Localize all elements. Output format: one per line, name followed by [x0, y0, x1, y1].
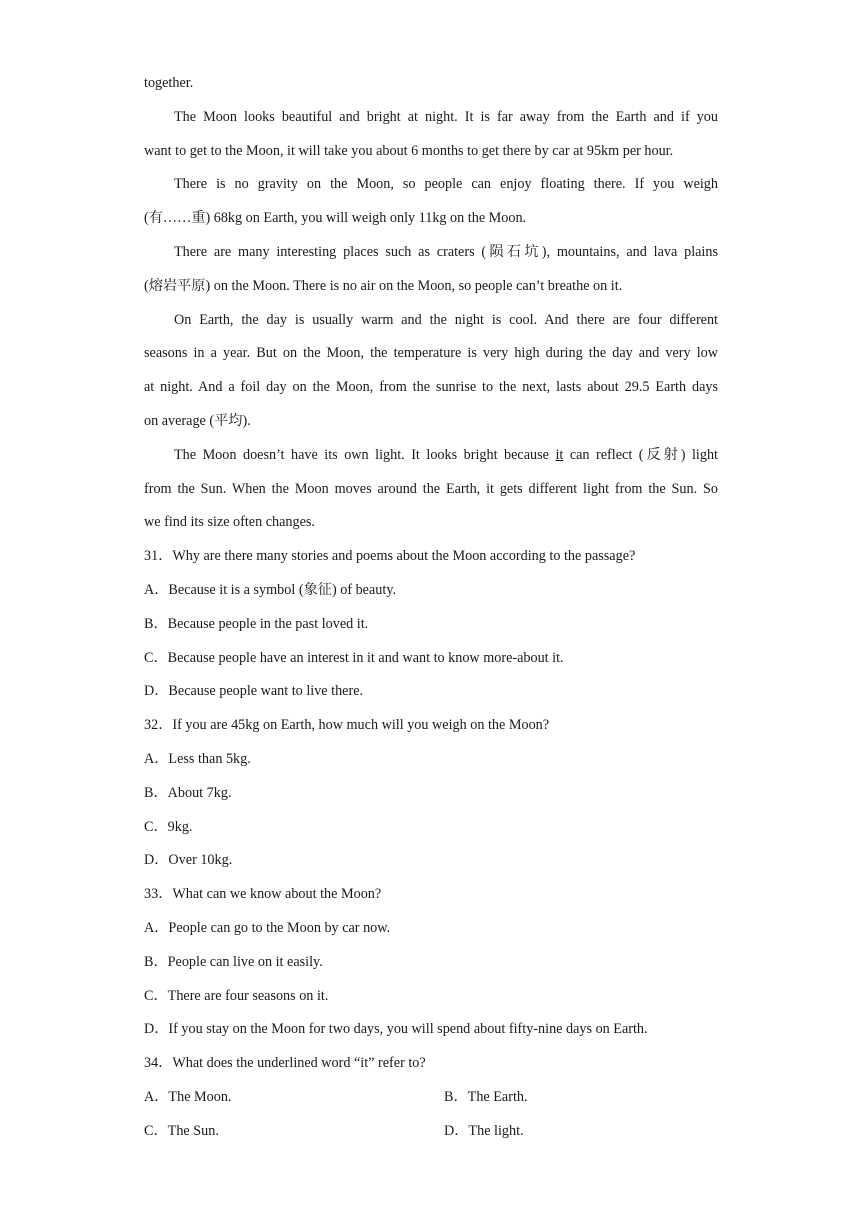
option-33-c[interactable]: C．There are four seasons on it.	[144, 988, 329, 1004]
passage-line: On Earth, the day is usually warm and the night is cool. And there are four different	[174, 312, 718, 328]
passage-line: together.	[144, 75, 194, 91]
option-34-a[interactable]: A．The Moon.	[144, 1089, 232, 1105]
passage-line: want to get to the Moon, it will take you about 6 months to get there by car at 95km per hour.	[144, 143, 674, 159]
question-stem-34: 34．What does the underlined word “it” refer to?	[144, 1055, 426, 1071]
passage-line: at night. And a foil day on the Moon, from the sunrise to the next, lasts about 29.5 Earth days	[144, 379, 718, 395]
option-33-d[interactable]: D．If you stay on the Moon for two days, you will spend about fifty-nine days on Earth.	[144, 1021, 648, 1037]
passage-text: The Moon doesn’t have its own light. It looks bright because	[174, 447, 556, 463]
underlined-word-it: it	[555, 447, 564, 463]
passage-text: can reflect (反射) light	[563, 447, 718, 463]
passage-line: we find its size often changes.	[144, 514, 315, 530]
option-33-b[interactable]: B．People can live on it easily.	[144, 954, 323, 970]
option-31-d[interactable]: D．Because people want to live there.	[144, 683, 364, 699]
passage-line-underlined-it	[144, 445, 718, 465]
option-31-b[interactable]: B．Because people in the past loved it.	[144, 616, 369, 632]
option-31-a[interactable]: A．Because it is a symbol (象征) of beauty.	[144, 582, 397, 598]
option-34-c[interactable]: C．The Sun.	[144, 1123, 219, 1139]
question-stem-31: 31．Why are there many stories and poems about the Moon according to the passage?	[144, 548, 636, 564]
question-stem-32: 32．If you are 45kg on Earth, how much will you weigh on the Moon?	[144, 717, 550, 733]
passage-line: The Moon looks beautiful and bright at night. It is far away from the Earth and if you	[174, 109, 718, 125]
passage-line: (有……重) 68kg on Earth, you will weigh only 11kg on the Moon.	[144, 210, 527, 226]
option-32-b[interactable]: B．About 7kg.	[144, 785, 232, 801]
option-32-c[interactable]: C．9kg.	[144, 819, 193, 835]
option-32-d[interactable]: D．Over 10kg.	[144, 852, 233, 868]
passage-line: There are many interesting places such as craters (陨石坑), mountains, and lava plains	[174, 244, 718, 260]
option-32-a[interactable]: A．Less than 5kg.	[144, 751, 251, 767]
passage-line: from the Sun. When the Moon moves around the Earth, it gets different light from the Sun. So	[144, 481, 718, 497]
option-31-c[interactable]: C．Because people have an interest in it and want to know more-about it.	[144, 650, 564, 666]
question-stem-33: 33．What can we know about the Moon?	[144, 886, 382, 902]
passage-line: (熔岩平原) on the Moon. There is no air on the Moon, so people can’t breathe on it.	[144, 278, 623, 294]
option-33-a[interactable]: A．People can go to the Moon by car now.	[144, 920, 391, 936]
passage-line: on average (平均).	[144, 413, 251, 429]
passage-line: seasons in a year. But on the Moon, the temperature is very high during the day and very low	[144, 345, 718, 361]
option-34-d[interactable]: D．The light.	[444, 1123, 524, 1139]
passage-line: There is no gravity on the Moon, so people can enjoy floating there. If you weigh	[174, 176, 718, 192]
option-34-b[interactable]: B．The Earth.	[444, 1089, 528, 1105]
